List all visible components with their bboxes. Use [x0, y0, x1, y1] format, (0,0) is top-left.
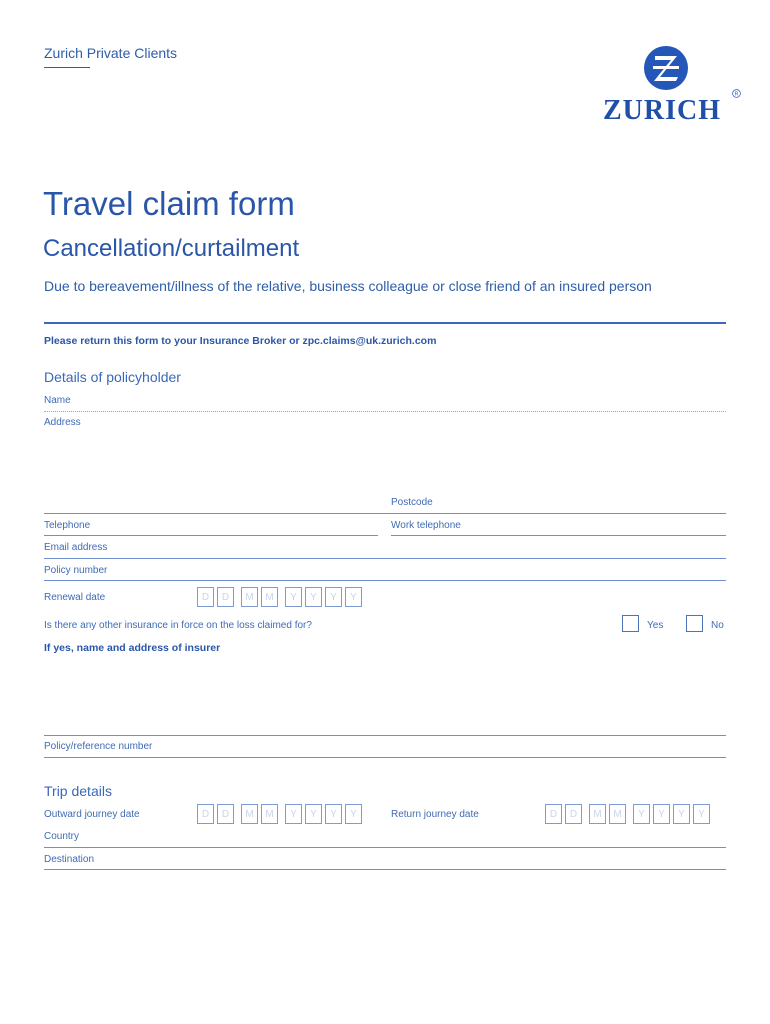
date-cell[interactable]: Y — [653, 804, 670, 824]
date-cell[interactable]: Y — [345, 587, 362, 607]
date-cell[interactable]: Y — [325, 587, 342, 607]
date-cell[interactable]: M — [609, 804, 626, 824]
date-cell[interactable]: D — [197, 804, 214, 824]
policy-number-label: Policy number — [44, 565, 108, 576]
date-cell[interactable]: M — [261, 587, 278, 607]
name-field[interactable] — [44, 411, 726, 412]
outward-date-label: Outward journey date — [44, 809, 140, 820]
return-instructions: Please return this form to your Insurance Broker or zpc.claims@uk.zurich.com — [44, 335, 437, 347]
return-date-label: Return journey date — [391, 809, 479, 820]
date-cell[interactable]: Y — [285, 587, 302, 607]
other-insurance-question: Is there any other insurance in force on the loss claimed for? — [44, 620, 312, 631]
date-cell[interactable]: Y — [633, 804, 650, 824]
telephone-field[interactable] — [44, 535, 378, 536]
section-heading-policyholder: Details of policyholder — [44, 369, 181, 385]
date-cell[interactable]: Y — [285, 804, 302, 824]
page-subtitle: Cancellation/curtailment — [43, 235, 300, 262]
yes-label: Yes — [647, 620, 664, 631]
date-cell[interactable]: D — [197, 587, 214, 607]
date-cell[interactable]: Y — [345, 804, 362, 824]
policy-reference-field[interactable] — [44, 757, 726, 758]
intro-text: Due to bereavement/illness of the relative, business colleague or close friend of an insured person — [44, 278, 652, 294]
header-divider — [44, 322, 726, 324]
section-heading-trip: Trip details — [44, 783, 112, 799]
date-cell[interactable]: D — [217, 804, 234, 824]
date-cell[interactable]: M — [261, 804, 278, 824]
insurer-label: If yes, name and address of insurer — [44, 642, 221, 654]
date-cell[interactable]: D — [217, 587, 234, 607]
date-cell[interactable]: D — [565, 804, 582, 824]
date-cell[interactable]: M — [241, 804, 258, 824]
address-field[interactable] — [44, 430, 726, 510]
date-cell[interactable]: Y — [305, 587, 322, 607]
insurer-field[interactable] — [44, 656, 726, 734]
country-field[interactable] — [44, 847, 726, 848]
page-title: Travel claim form — [43, 185, 295, 222]
date-cell[interactable]: D — [545, 804, 562, 824]
name-label: Name — [44, 395, 71, 406]
date-cell[interactable]: Y — [305, 804, 322, 824]
policy-number-field[interactable] — [44, 580, 726, 581]
work-telephone-label: Work telephone — [391, 520, 461, 531]
date-cell[interactable]: Y — [673, 804, 690, 824]
yes-checkbox[interactable] — [622, 615, 639, 632]
policy-reference-label: Policy/reference number — [44, 741, 153, 752]
no-label: No — [711, 620, 724, 631]
renewal-date-input[interactable] — [197, 587, 362, 607]
telephone-label: Telephone — [44, 520, 91, 531]
date-cell[interactable]: Y — [325, 804, 342, 824]
zurich-logo-icon — [643, 45, 689, 91]
date-cell[interactable]: M — [589, 804, 606, 824]
destination-label: Destination — [44, 854, 95, 865]
email-label: Email address — [44, 542, 108, 553]
logo-wordmark: ZURICH — [603, 95, 722, 126]
postcode-field[interactable] — [44, 513, 726, 514]
insurer-field-line — [44, 735, 726, 736]
date-cell[interactable]: Y — [693, 804, 710, 824]
country-label: Country — [44, 831, 80, 842]
return-date-input[interactable] — [545, 804, 710, 824]
date-cell[interactable]: M — [241, 587, 258, 607]
address-label: Address — [44, 417, 81, 428]
brand-text: Zurich Private Clients — [44, 45, 178, 61]
postcode-label: Postcode — [391, 497, 433, 508]
email-field[interactable] — [44, 558, 726, 559]
svg-text:R: R — [734, 91, 739, 98]
destination-field[interactable] — [44, 869, 726, 870]
renewal-date-label: Renewal date — [44, 592, 106, 603]
work-telephone-field[interactable] — [391, 535, 726, 536]
no-checkbox[interactable] — [686, 615, 703, 632]
brand-underline — [44, 67, 90, 68]
outward-date-input[interactable] — [197, 804, 362, 824]
registered-mark-icon — [732, 89, 741, 98]
